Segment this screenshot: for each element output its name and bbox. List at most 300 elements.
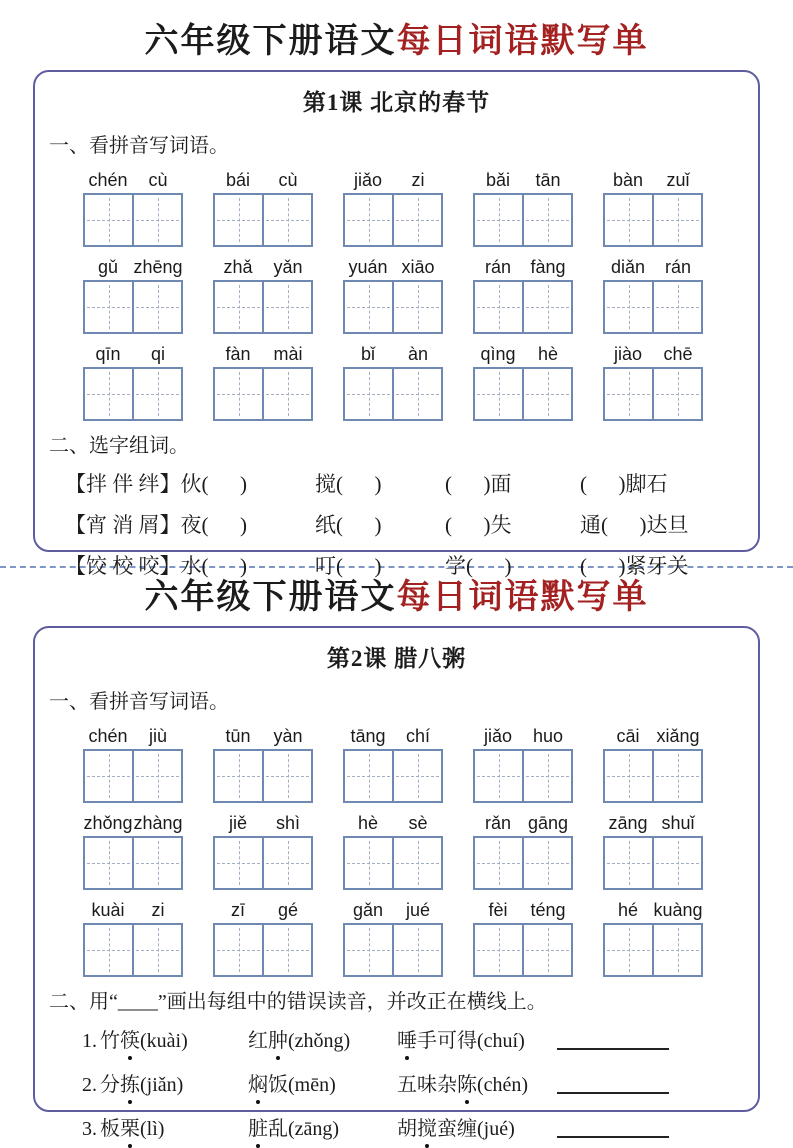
- pinyin-syllable: àn: [407, 344, 429, 364]
- pinyin-word-group: [343, 342, 443, 421]
- pinyin-label: [473, 342, 573, 365]
- dotted-word: [100, 1118, 164, 1140]
- pinyin-label: [603, 898, 703, 921]
- writing-cell: [85, 282, 132, 332]
- writing-grid: [83, 923, 183, 977]
- pinyin-syllable: zi: [411, 170, 425, 190]
- writing-cell: [652, 282, 701, 332]
- pinyin-label: [213, 898, 313, 921]
- pinyin-word-group: [603, 255, 703, 334]
- pinyin-syllable: zhǒng: [83, 813, 133, 833]
- dotted-word: [100, 1030, 188, 1052]
- pinyin-syllable: jiù: [148, 726, 167, 746]
- pinyin-label: [603, 168, 703, 191]
- pinyin-syllable: chē: [663, 344, 693, 364]
- item-cell: [397, 1068, 557, 1097]
- item-cell: [82, 1068, 248, 1097]
- word-text: 胡: [397, 1118, 417, 1140]
- writing-cell: [132, 195, 181, 245]
- pinyin-syllable: tāng: [350, 726, 386, 746]
- pinyin-syllable: téng: [530, 900, 566, 920]
- pinyin-word-group: [473, 898, 573, 977]
- pinyin-syllable: kuàng: [653, 900, 703, 920]
- pinyin-syllable: gǎn: [352, 900, 384, 920]
- writing-cell: [652, 369, 701, 419]
- pinyin-label: [83, 724, 183, 747]
- pinyin-syllable: huo: [532, 726, 564, 746]
- writing-cell: [85, 195, 132, 245]
- word-char-emphasis: 陈: [457, 1068, 477, 1097]
- pinyin-syllable: shuǐ: [661, 813, 695, 833]
- pinyin-word-group: [343, 255, 443, 334]
- writing-grid: [473, 836, 573, 890]
- pinyin-syllable: rán: [484, 257, 511, 277]
- pinyin-syllable: bǎi: [485, 170, 511, 190]
- word-text: 红: [248, 1030, 268, 1052]
- choose-words-cell: 通( )达旦: [580, 513, 689, 537]
- pinyin-syllable: jiǎo: [353, 170, 383, 190]
- pinyin-syllable: hè: [357, 813, 379, 833]
- writing-grid: [603, 749, 703, 803]
- pinyin-row: [83, 255, 744, 334]
- writing-grid: [83, 367, 183, 421]
- writing-grid: [213, 367, 313, 421]
- writing-grid: [343, 367, 443, 421]
- pinyin-syllable: chén: [88, 170, 128, 190]
- pinyin-word-group: [473, 255, 573, 334]
- writing-cell: [345, 838, 392, 888]
- writing-cell: [605, 838, 652, 888]
- writing-grid: [603, 193, 703, 247]
- writing-grid: [473, 367, 573, 421]
- pinyin-row: [83, 811, 744, 890]
- writing-cell: [522, 751, 571, 801]
- writing-cell: [345, 282, 392, 332]
- writing-grid: [213, 749, 313, 803]
- lesson1-exercise1-heading: 一、看拼音写词语。: [49, 135, 229, 157]
- writing-cell: [652, 195, 701, 245]
- pinyin-syllable: zhàng: [133, 813, 183, 833]
- pinyin-label: [343, 168, 443, 191]
- pinyin-label: [213, 168, 313, 191]
- writing-cell: [215, 838, 262, 888]
- writing-cell: [132, 751, 181, 801]
- page-title-lesson2: [0, 578, 793, 618]
- writing-grid: [603, 280, 703, 334]
- choose-words-cell: 叮( ): [315, 554, 382, 578]
- writing-cell: [652, 751, 701, 801]
- item-number: 2.: [82, 1074, 97, 1096]
- pinyin-syllable: chén: [88, 726, 128, 746]
- pinyin-word-group: [343, 724, 443, 803]
- pinyin-word-group: [473, 168, 573, 247]
- writing-cell: [85, 838, 132, 888]
- pinyin-label: [83, 811, 183, 834]
- writing-cell: [475, 751, 522, 801]
- pinyin-label: [603, 724, 703, 747]
- writing-cell: [652, 838, 701, 888]
- writing-grid: [343, 280, 443, 334]
- pinyin-label: [213, 811, 313, 834]
- item-cell: [397, 1112, 557, 1141]
- pinyin-syllable: jiě: [228, 813, 247, 833]
- word-text: (kuài): [140, 1030, 188, 1052]
- writing-cell: [605, 195, 652, 245]
- word-text: (jiǎn): [140, 1074, 184, 1096]
- pinyin-syllable: mài: [273, 344, 303, 364]
- writing-grid: [343, 749, 443, 803]
- choose-words-cell: ( )脚石: [580, 472, 668, 496]
- writing-grid: [473, 280, 573, 334]
- writing-cell: [392, 925, 441, 975]
- answer-line: [557, 1044, 669, 1050]
- pinyin-word-group: [213, 724, 313, 803]
- item-number: 1.: [82, 1030, 97, 1052]
- correction-item-row: [82, 1024, 744, 1053]
- pinyin-word-group: [213, 255, 313, 334]
- writing-cell: [522, 282, 571, 332]
- writing-grid: [213, 280, 313, 334]
- writing-cell: [345, 195, 392, 245]
- pinyin-word-group: [213, 342, 313, 421]
- pinyin-syllable: jué: [405, 900, 431, 920]
- dotted-word: [397, 1118, 515, 1140]
- writing-cell: [522, 195, 571, 245]
- writing-grid: [473, 193, 573, 247]
- pinyin-syllable: yǎn: [273, 257, 303, 277]
- writing-cell: [215, 282, 262, 332]
- writing-cell: [215, 195, 262, 245]
- writing-cell: [132, 838, 181, 888]
- writing-cell: [522, 838, 571, 888]
- dotted-word: [397, 1030, 525, 1052]
- pinyin-syllable: xiǎng: [656, 726, 700, 746]
- correction-item-row: [82, 1068, 744, 1097]
- pinyin-label: [343, 255, 443, 278]
- choose-words-cell: 【宵 消 屑】夜( ): [65, 513, 247, 537]
- pinyin-syllable: rán: [664, 257, 691, 277]
- answer-line: [557, 1132, 669, 1138]
- pinyin-label: [603, 255, 703, 278]
- lesson2-title: 第2课 腊八粥: [326, 646, 467, 671]
- choose-words-cell: 【饺 校 咬】水( ): [65, 554, 247, 578]
- dotted-word: [248, 1030, 350, 1052]
- pinyin-syllable: hé: [617, 900, 639, 920]
- pinyin-label: [343, 811, 443, 834]
- pinyin-syllable: chí: [405, 726, 430, 746]
- word-text: 蛮缠(jué): [437, 1118, 515, 1140]
- writing-cell: [262, 838, 311, 888]
- pinyin-syllable: cù: [278, 170, 298, 190]
- pinyin-row: [83, 724, 744, 803]
- writing-cell: [392, 282, 441, 332]
- dotted-word: [248, 1118, 339, 1140]
- writing-grid: [603, 923, 703, 977]
- pinyin-label: [83, 168, 183, 191]
- word-char-emphasis: 栗: [120, 1112, 140, 1141]
- writing-grid: [213, 193, 313, 247]
- writing-cell: [605, 282, 652, 332]
- writing-cell: [85, 751, 132, 801]
- choose-words-row: [65, 509, 744, 539]
- writing-grid: [213, 836, 313, 890]
- title-course-part: 六年级下册语文: [144, 579, 397, 616]
- choose-words-cell: 【拌 伴 绊】伙( ): [65, 472, 247, 496]
- pinyin-syllable: gé: [277, 900, 299, 920]
- word-text: (lì): [140, 1118, 165, 1140]
- pinyin-label: [83, 898, 183, 921]
- word-text: 饭(mēn): [268, 1074, 336, 1096]
- writing-grid: [83, 193, 183, 247]
- pinyin-syllable: hè: [537, 344, 559, 364]
- choose-words-cell: ( )紧牙关: [580, 554, 689, 578]
- lesson2-pinyin-grid-area: [49, 724, 744, 977]
- writing-grid: [83, 836, 183, 890]
- pinyin-word-group: [213, 898, 313, 977]
- writing-cell: [215, 369, 262, 419]
- item-cell: [248, 1112, 397, 1141]
- word-char-emphasis: 唾: [397, 1024, 417, 1053]
- writing-cell: [85, 369, 132, 419]
- pinyin-word-group: [213, 811, 313, 890]
- pinyin-syllable: diǎn: [610, 257, 646, 277]
- word-char-emphasis: 脏: [248, 1112, 268, 1141]
- pinyin-word-group: [603, 168, 703, 247]
- word-char-emphasis: 搅: [417, 1112, 437, 1141]
- writing-cell: [262, 751, 311, 801]
- writing-cell: [262, 195, 311, 245]
- writing-cell: [392, 751, 441, 801]
- pinyin-label: [213, 255, 313, 278]
- word-text: 乱(zāng): [268, 1118, 340, 1140]
- page-title-lesson1: [0, 22, 793, 62]
- pinyin-label: [473, 168, 573, 191]
- word-text: (zhǒng): [288, 1030, 351, 1052]
- writing-cell: [605, 369, 652, 419]
- lesson1-exercise2-heading: 二、选字组词。: [49, 435, 189, 457]
- pinyin-label: [473, 724, 573, 747]
- pinyin-label: [213, 342, 313, 365]
- pinyin-word-group: [343, 168, 443, 247]
- item-cell: [82, 1024, 248, 1053]
- pinyin-word-group: [473, 811, 573, 890]
- pinyin-syllable: bǐ: [360, 344, 375, 364]
- correction-item-row: [82, 1112, 744, 1141]
- writing-cell: [345, 369, 392, 419]
- word-text: (chén): [477, 1074, 529, 1096]
- item-cell: [248, 1068, 397, 1097]
- writing-cell: [522, 925, 571, 975]
- pinyin-label: [83, 342, 183, 365]
- word-char-emphasis: 拣: [120, 1068, 140, 1097]
- choose-words-cell: 纸( ): [315, 513, 382, 537]
- writing-grid: [343, 193, 443, 247]
- writing-cell: [132, 925, 181, 975]
- writing-cell: [605, 925, 652, 975]
- pinyin-word-group: [83, 168, 183, 247]
- pinyin-label: [603, 811, 703, 834]
- lesson2-exercise2-heading: 二、用“____”画出每组中的错误读音，并改正在横线上。: [49, 991, 547, 1013]
- item-cell: [82, 1112, 248, 1141]
- writing-grid: [343, 836, 443, 890]
- writing-cell: [392, 369, 441, 419]
- pinyin-syllable: jiǎo: [483, 726, 513, 746]
- pinyin-label: [473, 255, 573, 278]
- writing-grid: [343, 923, 443, 977]
- writing-grid: [603, 367, 703, 421]
- pinyin-word-group: [603, 898, 703, 977]
- choose-words-row: [65, 550, 744, 580]
- lesson2-correction-items-area: [49, 1024, 744, 1141]
- writing-cell: [262, 369, 311, 419]
- pinyin-label: [83, 255, 183, 278]
- pinyin-syllable: zi: [151, 900, 165, 920]
- pinyin-word-group: [603, 811, 703, 890]
- pinyin-syllable: zhēng: [133, 257, 183, 277]
- writing-cell: [475, 369, 522, 419]
- lesson2-box: [33, 626, 760, 1140]
- pinyin-syllable: yuán: [348, 257, 388, 277]
- writing-cell: [345, 751, 392, 801]
- word-char-emphasis: 肿: [268, 1024, 288, 1053]
- pinyin-syllable: zī: [230, 900, 245, 920]
- pinyin-syllable: cāi: [616, 726, 640, 746]
- writing-cell: [262, 282, 311, 332]
- word-text: 板: [100, 1118, 120, 1140]
- pinyin-syllable: fàng: [530, 257, 566, 277]
- writing-grid: [213, 923, 313, 977]
- writing-cell: [262, 925, 311, 975]
- item-cell: [248, 1024, 397, 1053]
- word-text: 五味杂: [397, 1074, 457, 1096]
- choose-words-cell: ( )失: [445, 513, 512, 537]
- word-char-emphasis: 焖: [248, 1068, 268, 1097]
- pinyin-syllable: cù: [148, 170, 168, 190]
- writing-cell: [345, 925, 392, 975]
- pinyin-word-group: [83, 342, 183, 421]
- writing-cell: [392, 195, 441, 245]
- dotted-word: [397, 1074, 528, 1096]
- pinyin-label: [213, 724, 313, 747]
- pinyin-word-group: [83, 811, 183, 890]
- writing-cell: [215, 925, 262, 975]
- pinyin-word-group: [603, 724, 703, 803]
- writing-cell: [132, 282, 181, 332]
- choose-words-row: [65, 468, 744, 498]
- pinyin-syllable: rǎn: [484, 813, 511, 833]
- writing-cell: [85, 925, 132, 975]
- writing-cell: [475, 282, 522, 332]
- pinyin-syllable: bái: [225, 170, 251, 190]
- writing-grid: [83, 280, 183, 334]
- writing-cell: [132, 369, 181, 419]
- pinyin-row: [83, 898, 744, 977]
- pinyin-syllable: fèi: [488, 900, 508, 920]
- pinyin-word-group: [213, 168, 313, 247]
- lesson1-pinyin-grid-area: [49, 168, 744, 421]
- pinyin-syllable: gāng: [527, 813, 569, 833]
- pinyin-syllable: gǔ: [97, 257, 119, 277]
- dotted-word: [100, 1074, 183, 1096]
- writing-cell: [522, 369, 571, 419]
- item-number: 3.: [82, 1118, 97, 1140]
- pinyin-syllable: yàn: [273, 726, 303, 746]
- pinyin-syllable: zuǐ: [666, 170, 690, 190]
- lesson1-title: 第1课 北京的春节: [302, 90, 491, 115]
- pinyin-word-group: [343, 898, 443, 977]
- writing-grid: [83, 749, 183, 803]
- choose-words-cell: ( )面: [445, 472, 512, 496]
- dotted-word: [248, 1074, 336, 1096]
- pinyin-syllable: qìng: [480, 344, 516, 364]
- pinyin-word-group: [473, 342, 573, 421]
- pinyin-label: [603, 342, 703, 365]
- pinyin-syllable: sè: [408, 813, 428, 833]
- pinyin-syllable: shì: [275, 813, 300, 833]
- pinyin-label: [343, 724, 443, 747]
- writing-cell: [605, 751, 652, 801]
- pinyin-word-group: [473, 724, 573, 803]
- item-cell: [397, 1024, 557, 1053]
- title-red-part: 每日词语默写单: [396, 579, 649, 616]
- pinyin-word-group: [343, 811, 443, 890]
- writing-cell: [475, 838, 522, 888]
- lesson2-exercise1-heading: 一、看拼音写词语。: [49, 691, 229, 713]
- writing-cell: [475, 195, 522, 245]
- pinyin-syllable: qi: [150, 344, 165, 364]
- word-char-emphasis: 筷: [120, 1024, 140, 1053]
- pinyin-row: [83, 342, 744, 421]
- pinyin-label: [343, 898, 443, 921]
- pinyin-label: [343, 342, 443, 365]
- pinyin-label: [473, 898, 573, 921]
- pinyin-row: [83, 168, 744, 247]
- pinyin-syllable: qīn: [95, 344, 121, 364]
- pinyin-syllable: fàn: [225, 344, 251, 364]
- pinyin-syllable: tān: [535, 170, 561, 190]
- pinyin-word-group: [603, 342, 703, 421]
- pinyin-word-group: [83, 255, 183, 334]
- word-text: 手可得(chuí): [417, 1030, 525, 1052]
- writing-grid: [473, 749, 573, 803]
- pinyin-word-group: [83, 898, 183, 977]
- writing-grid: [603, 836, 703, 890]
- word-text: 分: [100, 1074, 120, 1096]
- writing-grid: [473, 923, 573, 977]
- lesson1-choose-words-area: [49, 468, 744, 580]
- pinyin-syllable: zhǎ: [223, 257, 253, 277]
- pinyin-word-group: [83, 724, 183, 803]
- pinyin-syllable: bàn: [612, 170, 644, 190]
- pinyin-syllable: zāng: [608, 813, 648, 833]
- pinyin-syllable: kuài: [91, 900, 125, 920]
- choose-words-cell: 学( ): [445, 554, 512, 578]
- title-red-part: 每日词语默写单: [396, 23, 649, 60]
- writing-cell: [475, 925, 522, 975]
- writing-cell: [215, 751, 262, 801]
- writing-cell: [652, 925, 701, 975]
- pinyin-label: [473, 811, 573, 834]
- pinyin-syllable: jiào: [613, 344, 643, 364]
- writing-cell: [392, 838, 441, 888]
- choose-words-cell: 搅( ): [315, 472, 382, 496]
- answer-line: [557, 1088, 669, 1094]
- word-text: 竹: [100, 1030, 120, 1052]
- pinyin-syllable: xiāo: [401, 257, 435, 277]
- title-course-part: 六年级下册语文: [144, 23, 397, 60]
- pinyin-syllable: tūn: [225, 726, 251, 746]
- lesson1-box: [33, 70, 760, 578]
